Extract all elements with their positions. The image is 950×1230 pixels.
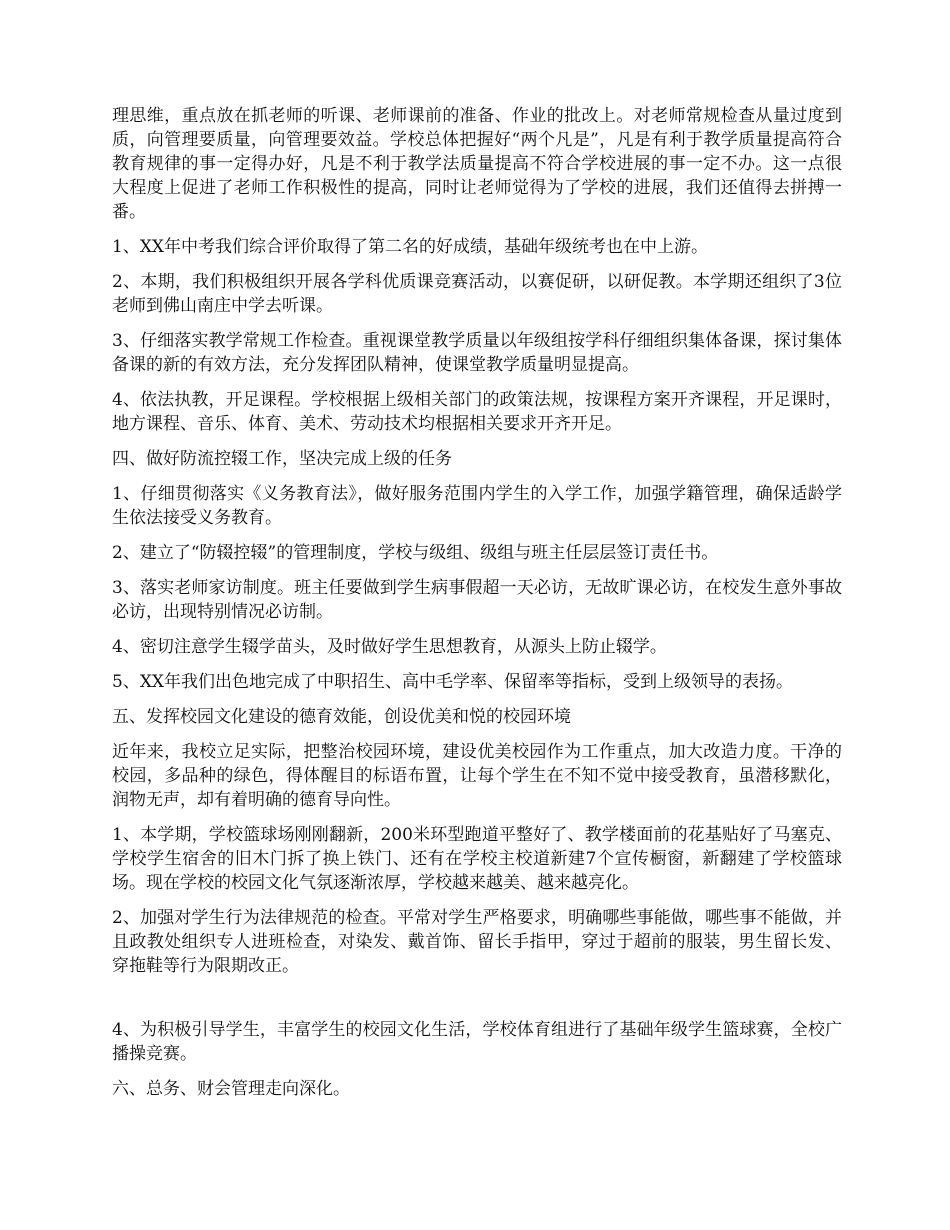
paragraph-curriculum: 4、依法执教，开足课程。学校根据上级相关部门的政策法规，按课程方案开齐课程，开足课时，地方课程、音乐、体育、美术、劳动技术均根据相关要求开齐开足。 (112, 390, 842, 434)
paragraph-home-visits: 3、落实老师家访制度。班主任要做到学生病事假超一天必访，无故旷课必访，在校发生意外事故必访，出现特别情况必访制。 (112, 578, 842, 622)
paragraph-exam-results: 1、XX年中考我们综合评价取得了第二名的好成绩，基础年级统考也在中上游。 (112, 237, 709, 257)
paragraph-routine-check: 3、仔细落实教学常规工作检查。重视课堂教学质量以年级组按学科仔细组织集体备课，探讨集体备课的新的有效方法，充分发挥团队精神，使课堂教学质量明显提高。 (112, 331, 842, 375)
paragraph-education-law: 1、仔细贯彻落实《义务教育法》，做好服务范围内学生的入学工作，加强学籍管理，确保适龄学生依法接受义务教育。 (112, 484, 842, 528)
paragraph-responsibility-system: 2、建立了“防辍控辍”的管理制度，学校与级组、级组与班主任层层签订责任书。 (112, 543, 719, 563)
paragraph-dropout-prevention: 4、密切注意学生辍学苗头，及时做好学生思想教育，从源头上防止辍学。 (112, 637, 667, 657)
section-heading-finance: 六、总务、财会管理走向深化。 (112, 1079, 350, 1099)
document-body (112, 104, 842, 1112)
paragraph-behavior-inspection: 2、加强对学生行为法律规范的检查。平常对学生严格要求，明确哪些事能做，哪些事不能做，并且政教处组织专人进班检查，对染发、戴首饰、留长手指甲，穿过于超前的服装，男生留长发、穿拖鞋等行为限期改正。 (112, 908, 842, 976)
paragraph-enrollment-targets: 5、XX年我们出色地完成了中职招生、高中毛学率、保留率等指标，受到上级领导的表扬。 (112, 672, 794, 692)
paragraph-sports-activities: 4、为积极引导学生，丰富学生的校园文化生活，学校体育组进行了基础年级学生篮球赛，全校广播操竞赛。 (112, 1020, 842, 1064)
paragraph-campus-environment: 近年来，我校立足实际，把整治校园环境，建设优美校园作为工作重点，加大改造力度。干净的校园，多品种的绿色，得体醒目的标语布置，让每个学生在不知不觉中接受教育，虽潜移默化，润物无声，却有着明确的德育导向性。 (112, 742, 842, 810)
paragraph-facility-renovation: 1、本学期，学校篮球场刚刚翻新，200米环型跑道平整好了、教学楼面前的花基贴好了马塞克、学校学生宿舍的旧木门拆了换上铁门、还有在学校主校道新建7个宣传橱窗，新翻建了学校篮球场。现在学校的校园文化气氛逐渐浓厚，学校越来越美、越来越亮化。 (112, 825, 842, 893)
section-heading-dropout-control: 四、做好防流控辍工作，坚决完成上级的任务 (112, 449, 452, 469)
paragraph-teacher-management: 理思维，重点放在抓老师的听课、老师课前的准备、作业的批改上。对老师常规检查从量过度到质，向管理要质量，向管理要效益。学校总体把握好“两个凡是”，凡是有利于教学质量提高符合教育规律的事一定得办好，凡是不利于教学法质量提高不符合学校进展的事一定不办。这一点很大程度上促进了老师工作积极性的提高，同时让老师觉得为了学校的进展，我们还值得去拼搏一番。 (112, 106, 842, 222)
section-heading-campus-culture: 五、发挥校园文化建设的德育效能，创设优美和悦的校园环境 (112, 707, 571, 727)
paragraph-lesson-competition: 2、本期，我们积极组织开展各学科优质课竞赛活动，以赛促研，以研促教。本学期还组织了3位老师到佛山南庄中学去听课。 (112, 272, 842, 316)
